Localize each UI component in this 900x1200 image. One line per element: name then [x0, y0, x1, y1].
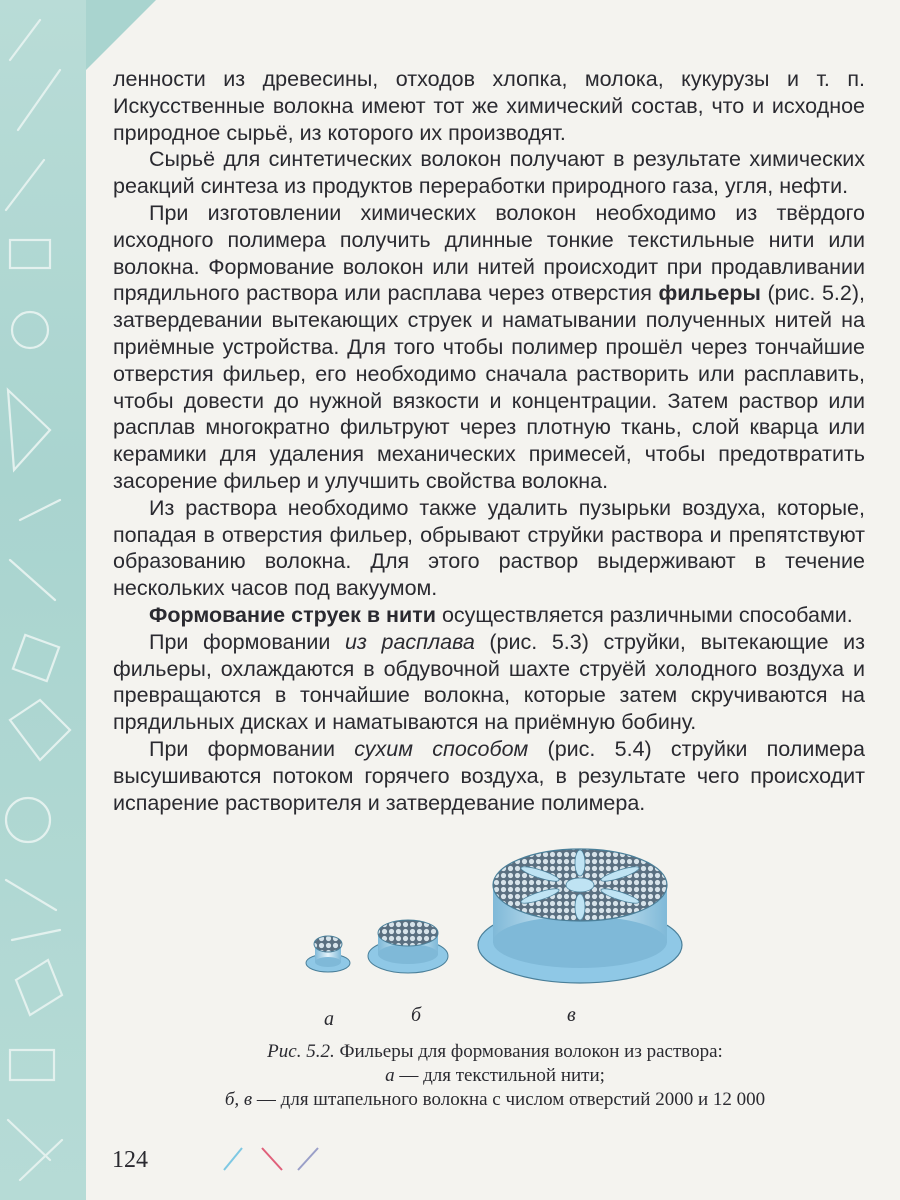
paragraph	[113, 495, 865, 602]
paragraph	[113, 66, 865, 146]
label-a: а	[324, 1008, 334, 1030]
text-run: осуществляется различными способами.	[435, 602, 853, 627]
text-run: При формовании	[149, 736, 355, 761]
text-run: При формовании	[149, 629, 345, 654]
decorative-sidebar	[0, 0, 86, 1200]
bold-term: Формование струек в нити	[149, 602, 436, 627]
paragraph	[113, 200, 865, 495]
caption-figure-number: Рис. 5.2.	[267, 1041, 335, 1062]
body-text	[113, 66, 865, 816]
decorative-dashes	[222, 1142, 332, 1172]
figure-caption	[110, 1040, 880, 1112]
spinneret-b	[368, 920, 448, 973]
page-number: 124	[112, 1147, 148, 1173]
text-run: (рис. 5.4) струйки полимера высушиваются потоком горячего воздуха, в результате чего происходит испарение растворителя и затвердевание полимера.	[113, 736, 866, 815]
spinneret-illustration	[290, 830, 710, 1020]
text-run: (рис. 5.3) струйки, вытекающие из фильеры, охлаждаются в обдувочной шахте струёй холодного воздуха и превращаются в тончайшие волокна, которые затем скручиваются на прядильных дисках и наматываются на приёмную бобину.	[113, 629, 865, 735]
caption-letters-bv: б, в	[224, 1089, 253, 1110]
sidebar-pattern	[0, 0, 86, 1200]
caption-line-3	[110, 1088, 880, 1112]
caption-text-a: — для текстильной нити;	[394, 1065, 605, 1086]
caption-letter-a: а	[385, 1065, 395, 1086]
label-b: б	[411, 1004, 422, 1026]
italic-term: из расплава	[344, 629, 475, 654]
paragraph	[113, 602, 865, 629]
italic-term: сухим способом	[354, 736, 529, 761]
spinneret-v	[478, 849, 682, 983]
text-run: ленности из древесины, отходов хлопка, молока, кукурузы и т. п. Искусственные волокна имеют тот же химический состав, что и исходное природное сырьё, из которого их производят.	[113, 67, 865, 145]
sidebar-corner	[86, 0, 156, 70]
caption-title: Фильеры для формования волокон из раствора:	[334, 1041, 723, 1062]
spinneret-a	[306, 936, 350, 972]
text-run: При изготовлении химических волокон необходимо из твёрдого исходного полимера получить длинные тонкие текстильные нити или волокна. Формование волокон или нитей происходит при продавливании прядильного раствора или расплава через отверстия	[113, 200, 865, 306]
text-run: Сырьё для синтетических волокон получают в результате химических реакций синтеза из продуктов переработки природного газа, угля, нефти.	[113, 147, 865, 199]
text-run: Из раствора необходимо также удалить пузырьки воздуха, которые, попадая в отверстия фильер, обрывают струйки раствора и препятствуют образованию волокна. Для этого раствор выдерживают в течение нескольких часов под вакуумом.	[113, 495, 865, 601]
paragraph	[113, 146, 865, 200]
bold-term: фильеры	[658, 281, 761, 306]
label-v: в	[567, 1004, 576, 1026]
caption-line-1	[110, 1040, 880, 1064]
figure-spinnerets	[290, 830, 710, 1030]
text-run: (рис. 5.2), затвердевании вытекающих струек и наматывании полученных нитей на приёмные устройства. Для того чтобы полимер прошёл через тончайшие отверстия фильер, его необходимо сначала растворить или расплавить, чтобы довести до нужной вязкости и концентрации. Затем раствор или расплав многократно фильтруют через плотную ткань, слой кварца или керамики для удаления механических примесей, чтобы предотвратить засорение фильер и улучшить свойства волокна.	[113, 281, 865, 493]
caption-line-2	[110, 1064, 880, 1088]
paragraph	[113, 629, 865, 736]
caption-text-bv: — для штапельного волокна с числом отверстий 2000 и 12 000	[252, 1089, 766, 1110]
paragraph	[113, 736, 865, 816]
